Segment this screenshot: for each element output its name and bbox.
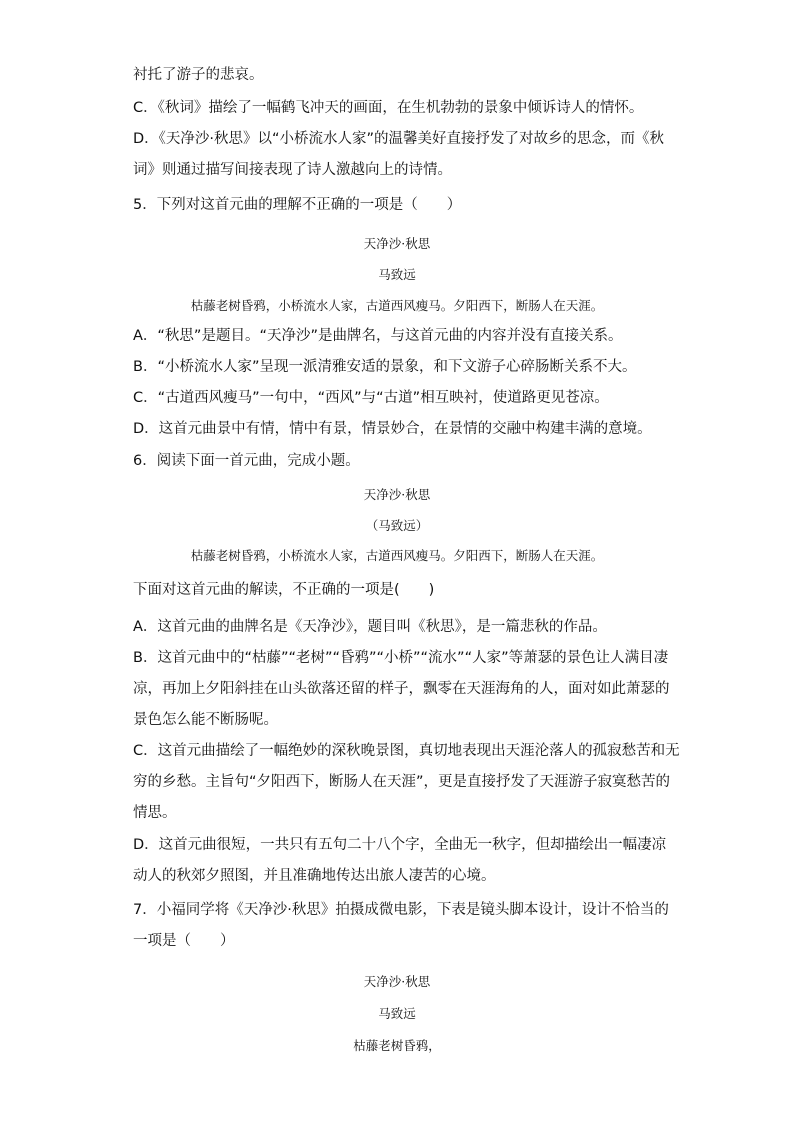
q7-poem-title: 天净沙·秋思 [363, 974, 431, 989]
q6-stem: 6．阅读下面一首元曲，完成小题。 [133, 453, 360, 469]
q5-option-d: D．这首元曲景中有情，情中有景，情景妙合，在景情的交融中构建丰满的意境。 [133, 421, 652, 437]
q4-option-d-line1: D．《天净沙·秋思》以“小桥流水人家”的温馨美好直接抒发了对故乡的思念，而《秋 [133, 131, 665, 147]
q4-option-c: C．《秋词》描绘了一幅鹤飞冲天的画面，在生机勃勃的景象中倾诉诗人的情怀。 [133, 100, 644, 116]
q4-tail-line: 衬托了游子的悲哀。 [133, 67, 264, 83]
q6-option-c-line3: 情思。 [133, 805, 177, 821]
q6-option-d-line2: 动人的秋郊夕照图，并且准确地传达出旅人凄苦的心境。 [133, 868, 496, 884]
q6-poem-text: 枯藤老树昏鸦，小桥流水人家，古道西风瘦马。夕阳西下，断肠人在天涯。 [190, 548, 604, 563]
q6-poem-title: 天净沙·秋思 [363, 487, 431, 502]
q5-stem: 5．下列对这首元曲的理解不正确的一项是（ ） [133, 197, 462, 213]
q6-poem-author: （马致远） [365, 518, 429, 533]
q6-option-b-line1: B．这首元曲中的“枯藤”“老树”“昏鸦”“小桥”“流水”“人家”等萧瑟的景色让人满目凄 [133, 650, 669, 666]
q6-question: 下面对这首元曲的解读，不正确的一项是( ) [133, 582, 435, 598]
q7-poem-line1: 枯藤老树昏鸦， [353, 1038, 441, 1053]
q6-option-d-line1: D．这首元曲很短，一共只有五句二十八个字，全曲无一秋字，但却描绘出一幅凄凉 [133, 837, 667, 853]
q7-poem-author: 马致远 [378, 1006, 416, 1021]
q5-poem-author: 马致远 [378, 267, 416, 282]
q6-option-b-line2: 凉，再加上夕阳斜挂在山头欲落还留的样子，飘零在天涯海角的人，面对如此萧瑟的 [133, 681, 670, 697]
q7-stem-line1: 7．小福同学将《天净沙·秋思》拍摄成微电影，下表是镜头脚本设计，设计不恰当的 [133, 902, 669, 918]
q6-option-a: A．这首元曲的曲牌名是《天净沙》，题目叫《秋思》，是一篇悲秋的作品。 [133, 619, 607, 635]
q4-option-d-line2: 词》则通过描写间接表现了诗人激越向上的诗情。 [133, 162, 452, 178]
q6-option-c-line2: 穷的乡愁。主旨句“夕阳西下，断肠人在天涯”，更是直接抒发了天涯游子寂寞愁苦的 [133, 774, 671, 790]
q6-option-b-line3: 景色怎么能不断肠呢。 [133, 712, 278, 728]
q7-stem-line2: 一项是（ ） [133, 933, 235, 949]
q6-option-c-line1: C．这首元曲描绘了一幅绝妙的深秋晚景图，真切地表现出天涯沦落人的孤寂愁苦和无 [133, 743, 680, 759]
q5-option-a: A．“秋思”是题目。“天净沙”是曲牌名，与这首元曲的内容并没有直接关系。 [133, 328, 623, 344]
q5-option-b: B．“小桥流水人家”呈现一派清雅安适的景象，和下文游子心碎肠断关系不大。 [133, 359, 637, 375]
q5-poem-text: 枯藤老树昏鸦，小桥流水人家，古道西风瘦马。夕阳西下，断肠人在天涯。 [190, 298, 604, 313]
q5-option-c: C．“古道西风瘦马”一句中，“西风”与“古道”相互映衬，使道路更见苍凉。 [133, 390, 609, 406]
q5-poem-title: 天净沙·秋思 [363, 236, 431, 251]
